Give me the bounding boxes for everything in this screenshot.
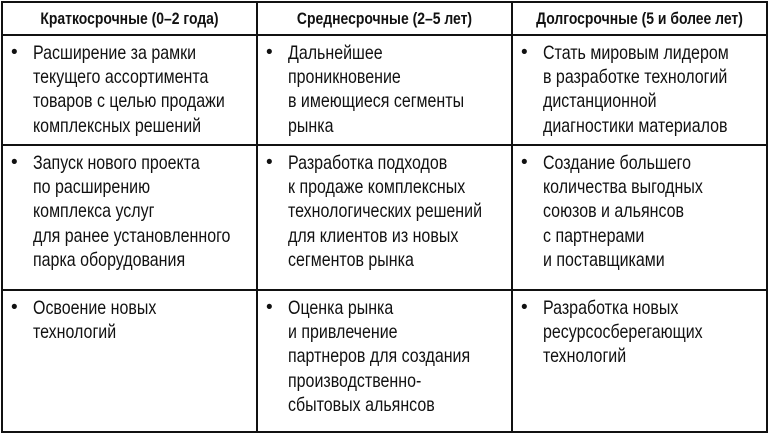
cell-text-line: количества выгодных [543, 176, 703, 199]
cell-text-line: Разработка подходов [288, 152, 448, 174]
table-cell [257, 145, 512, 290]
list-item [258, 291, 511, 417]
cell-text-line: Разработка новых [543, 297, 679, 319]
cell-text-line: дистанционной [543, 90, 657, 113]
header-label: Краткосрочные (0–2 года) [40, 8, 219, 28]
cell-text-line: текущего ассортимента [33, 66, 209, 89]
cell-text-line: Освоение новых [33, 297, 157, 319]
list-item [3, 36, 256, 138]
cell-text-line: ресурсосберегающих [543, 321, 703, 344]
cell-text-line: в разработке технологий [543, 66, 728, 89]
cell-text-line: союзов и альянсов [543, 200, 685, 223]
table-row [2, 145, 767, 290]
header-short-term [2, 2, 257, 35]
cell-text-line: к продаже комплексных [288, 176, 466, 199]
bullet-icon: • [266, 152, 273, 173]
header-label: Среднесрочные (2–5 лет) [296, 8, 473, 28]
cell-text-line: технологических решений [288, 200, 483, 223]
table-cell [512, 145, 767, 290]
cell-text-line: для клиентов из новых [288, 224, 459, 247]
list-item [3, 146, 256, 272]
table-cell [512, 35, 767, 145]
table-row [2, 290, 767, 432]
table-cell [2, 35, 257, 145]
bullet-icon: • [11, 297, 18, 318]
cell-text-line: проникновение [288, 66, 401, 89]
cell-text-line: сегментов рынка [288, 248, 414, 271]
cell-text-line: Расширение за рамки [33, 42, 197, 64]
cell-text-line: сбытовых альянсов [288, 393, 435, 416]
strategy-table [1, 1, 768, 433]
list-item [258, 36, 511, 138]
list-item [3, 291, 256, 344]
cell-text-line: комплекса услуг [33, 200, 155, 223]
list-item [513, 291, 766, 369]
header-label: Долгосрочные (5 и более лет) [536, 8, 743, 28]
list-item [513, 146, 766, 272]
cell-text-line: Запуск нового проекта [33, 152, 200, 174]
cell-text-line: рынка [288, 114, 334, 137]
table-cell [2, 145, 257, 290]
cell-text-line: в имеющиеся сегменты [288, 90, 465, 113]
cell-text-line: диагностики материалов [543, 114, 728, 137]
cell-text-line: комплексных решений [33, 114, 202, 137]
bullet-icon: • [266, 42, 273, 63]
list-item [258, 146, 511, 272]
cell-text-line: по расширению [33, 176, 151, 199]
header-row [2, 2, 767, 35]
cell-text-line: с партнерами [543, 224, 645, 247]
header-mid-term [257, 2, 512, 35]
header-long-term [512, 2, 767, 35]
cell-text-line: Стать мировым лидером [543, 42, 729, 64]
table-row [2, 35, 767, 145]
cell-text-line: и поставщиками [543, 248, 665, 271]
cell-text-line: Оценка рынка [288, 297, 394, 319]
cell-text-line: технологий [33, 321, 117, 344]
table-cell [257, 290, 512, 432]
bullet-icon: • [11, 42, 18, 63]
cell-text-line: для ранее установленного [33, 224, 231, 247]
cell-text-line: Создание большего [543, 152, 692, 174]
bullet-icon: • [11, 152, 18, 173]
cell-text-line: товаров с целью продажи [33, 90, 225, 113]
bullet-icon: • [521, 42, 528, 63]
bullet-icon: • [521, 152, 528, 173]
table-cell [512, 290, 767, 432]
table-cell [257, 35, 512, 145]
cell-text-line: технологий [543, 345, 627, 368]
bullet-icon: • [521, 297, 528, 318]
cell-text-line: парка оборудования [33, 248, 186, 271]
cell-text-line: и привлечение [288, 321, 398, 344]
bullet-icon: • [266, 297, 273, 318]
cell-text-line: партнеров для создания [288, 345, 471, 368]
cell-text-line: производственно- [288, 369, 422, 392]
cell-text-line: Дальнейшее [288, 42, 383, 64]
list-item [513, 36, 766, 138]
table-cell [2, 290, 257, 432]
